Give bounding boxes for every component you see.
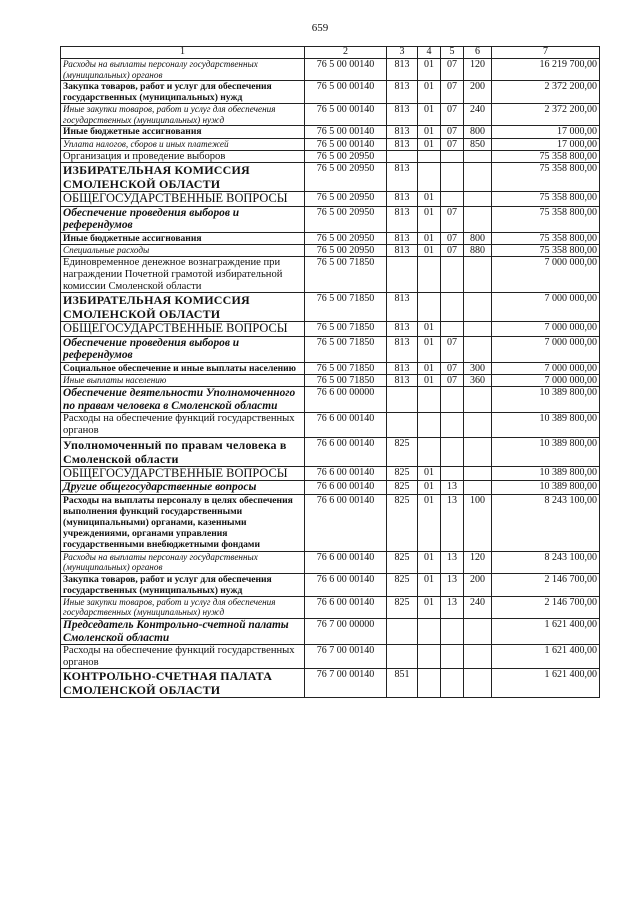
row-name-cell: Иные бюджетные ассигнования — [61, 233, 305, 245]
row-name-cell: ОБЩЕГОСУДАРСТВЕННЫЕ ВОПРОСЫ — [61, 322, 305, 336]
row-expense-type-cell — [464, 669, 492, 698]
table-row — [61, 104, 600, 126]
table-row — [61, 374, 600, 386]
table-row — [61, 336, 600, 362]
row-name-cell: Иные закупки товаров, работ и услуг для обеспечения государственных (муниципальных) нужд — [61, 596, 305, 618]
row-section-cell: 01 — [418, 480, 441, 494]
table-row — [61, 81, 600, 104]
row-ministry-cell: 813 — [387, 59, 418, 81]
row-code-cell: 76 5 00 00140 — [305, 138, 387, 150]
row-section-cell — [418, 437, 441, 466]
row-code-cell: 76 5 00 00140 — [305, 81, 387, 104]
row-amount-cell: 75 358 800,00 — [492, 192, 600, 206]
row-expense-type-cell: 120 — [464, 551, 492, 573]
table-row — [61, 257, 600, 293]
row-code-cell: 76 7 00 00000 — [305, 618, 387, 644]
header-col-6: 6 — [464, 47, 492, 59]
row-name-cell: Расходы на обеспечение функций государственных органов — [61, 413, 305, 437]
row-section-cell — [418, 387, 441, 413]
row-section-cell — [418, 257, 441, 293]
row-amount-cell: 7 000 000,00 — [492, 362, 600, 374]
row-subsection-cell: 07 — [441, 81, 464, 104]
row-expense-type-cell: 800 — [464, 126, 492, 138]
row-expense-type-cell — [464, 192, 492, 206]
row-amount-cell: 10 389 800,00 — [492, 387, 600, 413]
row-section-cell: 01 — [418, 138, 441, 150]
table-row — [61, 59, 600, 81]
row-name-cell: Председатель Контрольно-счетной палаты Смоленской области — [61, 618, 305, 644]
row-expense-type-cell — [464, 387, 492, 413]
row-name-cell: Единовременное денежное вознаграждение при награждении Почетной грамотой избирательной комиссии Смоленской области — [61, 257, 305, 293]
row-ministry-cell — [387, 618, 418, 644]
row-subsection-cell — [441, 257, 464, 293]
row-section-cell — [418, 669, 441, 698]
table-row — [61, 192, 600, 206]
table-row — [61, 150, 600, 163]
row-amount-cell: 16 219 700,00 — [492, 59, 600, 81]
row-ministry-cell: 825 — [387, 596, 418, 618]
row-ministry-cell: 813 — [387, 138, 418, 150]
table-row — [61, 138, 600, 150]
row-ministry-cell: 813 — [387, 163, 418, 192]
row-ministry-cell: 813 — [387, 81, 418, 104]
table-row — [61, 245, 600, 257]
row-expense-type-cell: 880 — [464, 245, 492, 257]
row-code-cell: 76 6 00 00140 — [305, 480, 387, 494]
table-row — [61, 163, 600, 192]
row-amount-cell: 10 389 800,00 — [492, 466, 600, 480]
row-section-cell — [418, 413, 441, 437]
row-name-cell: ОБЩЕГОСУДАРСТВЕННЫЕ ВОПРОСЫ — [61, 192, 305, 206]
row-expense-type-cell — [464, 257, 492, 293]
row-subsection-cell: 13 — [441, 573, 464, 596]
row-name-cell: Закупка товаров, работ и услуг для обеспечения государственных (муниципальных) нужд — [61, 81, 305, 104]
row-expense-type-cell: 240 — [464, 104, 492, 126]
row-subsection-cell: 13 — [441, 494, 464, 551]
row-name-cell: Иные закупки товаров, работ и услуг для обеспечения государственных (муниципальных) нужд — [61, 104, 305, 126]
row-ministry-cell: 813 — [387, 233, 418, 245]
row-name-cell: Обеспечение проведения выборов и референдумов — [61, 206, 305, 232]
row-ministry-cell: 825 — [387, 494, 418, 551]
row-expense-type-cell — [464, 293, 492, 322]
row-amount-cell: 10 389 800,00 — [492, 413, 600, 437]
row-section-cell — [418, 150, 441, 163]
row-expense-type-cell: 360 — [464, 374, 492, 386]
row-subsection-cell: 07 — [441, 245, 464, 257]
row-subsection-cell: 07 — [441, 138, 464, 150]
row-section-cell: 01 — [418, 192, 441, 206]
row-subsection-cell: 07 — [441, 206, 464, 232]
row-ministry-cell: 825 — [387, 480, 418, 494]
table-row — [61, 413, 600, 437]
row-code-cell: 76 5 00 71850 — [305, 293, 387, 322]
row-section-cell: 01 — [418, 466, 441, 480]
row-ministry-cell — [387, 150, 418, 163]
row-ministry-cell: 813 — [387, 293, 418, 322]
row-name-cell: Обеспечение проведения выборов и референдумов — [61, 336, 305, 362]
row-amount-cell: 2 372 200,00 — [492, 81, 600, 104]
row-expense-type-cell — [464, 466, 492, 480]
row-section-cell — [418, 163, 441, 192]
row-section-cell: 01 — [418, 374, 441, 386]
row-subsection-cell — [441, 150, 464, 163]
row-amount-cell: 75 358 800,00 — [492, 206, 600, 232]
row-expense-type-cell — [464, 336, 492, 362]
row-code-cell: 76 5 00 71850 — [305, 374, 387, 386]
table-row — [61, 126, 600, 138]
row-amount-cell: 17 000,00 — [492, 138, 600, 150]
row-expense-type-cell: 800 — [464, 233, 492, 245]
row-subsection-cell — [441, 437, 464, 466]
row-name-cell: Расходы на выплаты персоналу государственных (муниципальных) органов — [61, 59, 305, 81]
row-name-cell: Расходы на выплаты персоналу государственных (муниципальных) органов — [61, 551, 305, 573]
row-expense-type-cell — [464, 618, 492, 644]
row-expense-type-cell: 120 — [464, 59, 492, 81]
row-name-cell: КОНТРОЛЬНО-СЧЕТНАЯ ПАЛАТА СМОЛЕНСКОЙ ОБЛАСТИ — [61, 669, 305, 698]
table-row — [61, 362, 600, 374]
row-section-cell: 01 — [418, 81, 441, 104]
row-section-cell: 01 — [418, 245, 441, 257]
header-col-3: 3 — [387, 47, 418, 59]
row-code-cell: 76 5 00 00140 — [305, 59, 387, 81]
row-subsection-cell: 13 — [441, 551, 464, 573]
row-section-cell: 01 — [418, 233, 441, 245]
row-name-cell: Специальные расходы — [61, 245, 305, 257]
row-ministry-cell — [387, 645, 418, 669]
row-code-cell: 76 5 00 71850 — [305, 362, 387, 374]
row-code-cell: 76 5 00 20950 — [305, 163, 387, 192]
row-section-cell: 01 — [418, 551, 441, 573]
row-code-cell: 76 6 00 00140 — [305, 494, 387, 551]
header-row — [61, 47, 600, 59]
table-row — [61, 596, 600, 618]
row-subsection-cell — [441, 466, 464, 480]
row-subsection-cell — [441, 322, 464, 336]
row-amount-cell: 1 621 400,00 — [492, 669, 600, 698]
row-subsection-cell: 07 — [441, 59, 464, 81]
row-section-cell: 01 — [418, 206, 441, 232]
row-subsection-cell: 13 — [441, 596, 464, 618]
header-col-7: 7 — [492, 47, 600, 59]
table-row — [61, 494, 600, 551]
row-amount-cell: 1 621 400,00 — [492, 618, 600, 644]
table-body — [61, 59, 600, 698]
header-col-1: 1 — [61, 47, 305, 59]
row-amount-cell: 7 000 000,00 — [492, 257, 600, 293]
row-subsection-cell — [441, 413, 464, 437]
row-amount-cell: 8 243 100,00 — [492, 494, 600, 551]
row-ministry-cell: 851 — [387, 669, 418, 698]
row-code-cell: 76 6 00 00000 — [305, 387, 387, 413]
budget-table — [60, 46, 600, 698]
row-amount-cell: 75 358 800,00 — [492, 245, 600, 257]
row-ministry-cell: 825 — [387, 551, 418, 573]
table-row — [61, 551, 600, 573]
row-code-cell: 76 6 00 00140 — [305, 466, 387, 480]
header-col-5: 5 — [441, 47, 464, 59]
row-ministry-cell: 825 — [387, 437, 418, 466]
row-subsection-cell — [441, 669, 464, 698]
row-name-cell: Расходы на обеспечение функций государственных органов — [61, 645, 305, 669]
row-code-cell: 76 5 00 20950 — [305, 150, 387, 163]
row-subsection-cell: 07 — [441, 336, 464, 362]
table-row — [61, 645, 600, 669]
row-code-cell: 76 6 00 00140 — [305, 551, 387, 573]
page-number: 659 — [311, 22, 329, 34]
row-code-cell: 76 5 00 20950 — [305, 233, 387, 245]
row-section-cell: 01 — [418, 126, 441, 138]
row-code-cell: 76 7 00 00140 — [305, 669, 387, 698]
row-amount-cell: 8 243 100,00 — [492, 551, 600, 573]
row-section-cell: 01 — [418, 494, 441, 551]
table-row — [61, 669, 600, 698]
row-ministry-cell: 813 — [387, 192, 418, 206]
row-name-cell: Уплата налогов, сборов и иных платежей — [61, 138, 305, 150]
row-amount-cell: 2 146 700,00 — [492, 596, 600, 618]
row-expense-type-cell: 100 — [464, 494, 492, 551]
row-section-cell — [418, 645, 441, 669]
row-name-cell: Уполномоченный по правам человека в Смоленской области — [61, 437, 305, 466]
row-code-cell: 76 5 00 20950 — [305, 192, 387, 206]
row-expense-type-cell: 240 — [464, 596, 492, 618]
row-expense-type-cell: 200 — [464, 81, 492, 104]
row-ministry-cell: 813 — [387, 374, 418, 386]
row-name-cell: Другие общегосударственные вопросы — [61, 480, 305, 494]
table-row — [61, 573, 600, 596]
row-amount-cell: 75 358 800,00 — [492, 150, 600, 163]
row-ministry-cell: 825 — [387, 466, 418, 480]
row-subsection-cell: 07 — [441, 233, 464, 245]
row-expense-type-cell: 200 — [464, 573, 492, 596]
row-amount-cell: 7 000 000,00 — [492, 336, 600, 362]
row-section-cell: 01 — [418, 596, 441, 618]
row-expense-type-cell — [464, 413, 492, 437]
row-name-cell: ИЗБИРАТЕЛЬНАЯ КОМИССИЯ СМОЛЕНСКОЙ ОБЛАСТИ — [61, 293, 305, 322]
row-ministry-cell: 825 — [387, 573, 418, 596]
row-code-cell: 76 5 00 00140 — [305, 104, 387, 126]
row-subsection-cell: 07 — [441, 104, 464, 126]
row-section-cell: 01 — [418, 59, 441, 81]
table-row — [61, 206, 600, 232]
row-subsection-cell — [441, 618, 464, 644]
table-row — [61, 233, 600, 245]
row-name-cell: Иные выплаты населению — [61, 374, 305, 386]
row-amount-cell: 7 000 000,00 — [492, 293, 600, 322]
row-name-cell: ОБЩЕГОСУДАРСТВЕННЫЕ ВОПРОСЫ — [61, 466, 305, 480]
row-subsection-cell — [441, 293, 464, 322]
row-expense-type-cell: 850 — [464, 138, 492, 150]
row-name-cell: Организация и проведение выборов — [61, 150, 305, 163]
row-ministry-cell: 813 — [387, 362, 418, 374]
row-code-cell: 76 5 00 20950 — [305, 245, 387, 257]
table-row — [61, 618, 600, 644]
row-amount-cell: 75 358 800,00 — [492, 233, 600, 245]
row-name-cell: Расходы на выплаты персоналу в целях обеспечения выполнения функций государственными (муниципальными) органами, казенными учреждениями, органами управления государственными внебюджетными фондами — [61, 494, 305, 551]
row-code-cell: 76 7 00 00140 — [305, 645, 387, 669]
row-code-cell: 76 6 00 00140 — [305, 596, 387, 618]
row-code-cell: 76 5 00 71850 — [305, 322, 387, 336]
row-name-cell: Закупка товаров, работ и услуг для обеспечения государственных (муниципальных) нужд — [61, 573, 305, 596]
row-amount-cell: 7 000 000,00 — [492, 322, 600, 336]
row-section-cell — [418, 293, 441, 322]
row-subsection-cell: 07 — [441, 362, 464, 374]
row-code-cell: 76 5 00 71850 — [305, 257, 387, 293]
table-row — [61, 480, 600, 494]
row-expense-type-cell — [464, 437, 492, 466]
row-subsection-cell — [441, 163, 464, 192]
row-ministry-cell — [387, 257, 418, 293]
row-section-cell: 01 — [418, 362, 441, 374]
row-subsection-cell: 07 — [441, 126, 464, 138]
row-code-cell: 76 6 00 00140 — [305, 437, 387, 466]
row-amount-cell: 17 000,00 — [492, 126, 600, 138]
row-amount-cell: 2 146 700,00 — [492, 573, 600, 596]
row-amount-cell: 10 389 800,00 — [492, 480, 600, 494]
row-name-cell: ИЗБИРАТЕЛЬНАЯ КОМИССИЯ СМОЛЕНСКОЙ ОБЛАСТИ — [61, 163, 305, 192]
row-expense-type-cell: 300 — [464, 362, 492, 374]
row-ministry-cell: 813 — [387, 104, 418, 126]
row-expense-type-cell — [464, 322, 492, 336]
table-row — [61, 293, 600, 322]
row-code-cell: 76 5 00 20950 — [305, 206, 387, 232]
row-amount-cell: 7 000 000,00 — [492, 374, 600, 386]
header-col-4: 4 — [418, 47, 441, 59]
table-row — [61, 387, 600, 413]
row-subsection-cell: 13 — [441, 480, 464, 494]
row-expense-type-cell — [464, 206, 492, 232]
row-code-cell: 76 6 00 00140 — [305, 573, 387, 596]
row-section-cell: 01 — [418, 104, 441, 126]
row-ministry-cell: 813 — [387, 126, 418, 138]
header-col-2: 2 — [305, 47, 387, 59]
row-name-cell: Иные бюджетные ассигнования — [61, 126, 305, 138]
row-ministry-cell: 813 — [387, 206, 418, 232]
row-expense-type-cell — [464, 645, 492, 669]
row-amount-cell: 1 621 400,00 — [492, 645, 600, 669]
table-row — [61, 466, 600, 480]
row-name-cell: Социальное обеспечение и иные выплаты населению — [61, 362, 305, 374]
row-amount-cell: 2 372 200,00 — [492, 104, 600, 126]
row-subsection-cell — [441, 192, 464, 206]
row-expense-type-cell — [464, 163, 492, 192]
row-section-cell: 01 — [418, 573, 441, 596]
row-subsection-cell: 07 — [441, 374, 464, 386]
table-row — [61, 322, 600, 336]
row-amount-cell: 10 389 800,00 — [492, 437, 600, 466]
row-code-cell: 76 5 00 71850 — [305, 336, 387, 362]
row-subsection-cell — [441, 387, 464, 413]
row-name-cell: Обеспечение деятельности Уполномоченного по правам человека в Смоленской области — [61, 387, 305, 413]
row-section-cell: 01 — [418, 322, 441, 336]
row-code-cell: 76 5 00 00140 — [305, 126, 387, 138]
row-ministry-cell — [387, 413, 418, 437]
row-amount-cell: 75 358 800,00 — [492, 163, 600, 192]
table-row — [61, 437, 600, 466]
row-section-cell: 01 — [418, 336, 441, 362]
row-ministry-cell: 813 — [387, 245, 418, 257]
row-subsection-cell — [441, 645, 464, 669]
row-ministry-cell — [387, 387, 418, 413]
row-section-cell — [418, 618, 441, 644]
row-expense-type-cell — [464, 150, 492, 163]
row-ministry-cell: 813 — [387, 322, 418, 336]
row-code-cell: 76 6 00 00140 — [305, 413, 387, 437]
row-expense-type-cell — [464, 480, 492, 494]
row-ministry-cell: 813 — [387, 336, 418, 362]
